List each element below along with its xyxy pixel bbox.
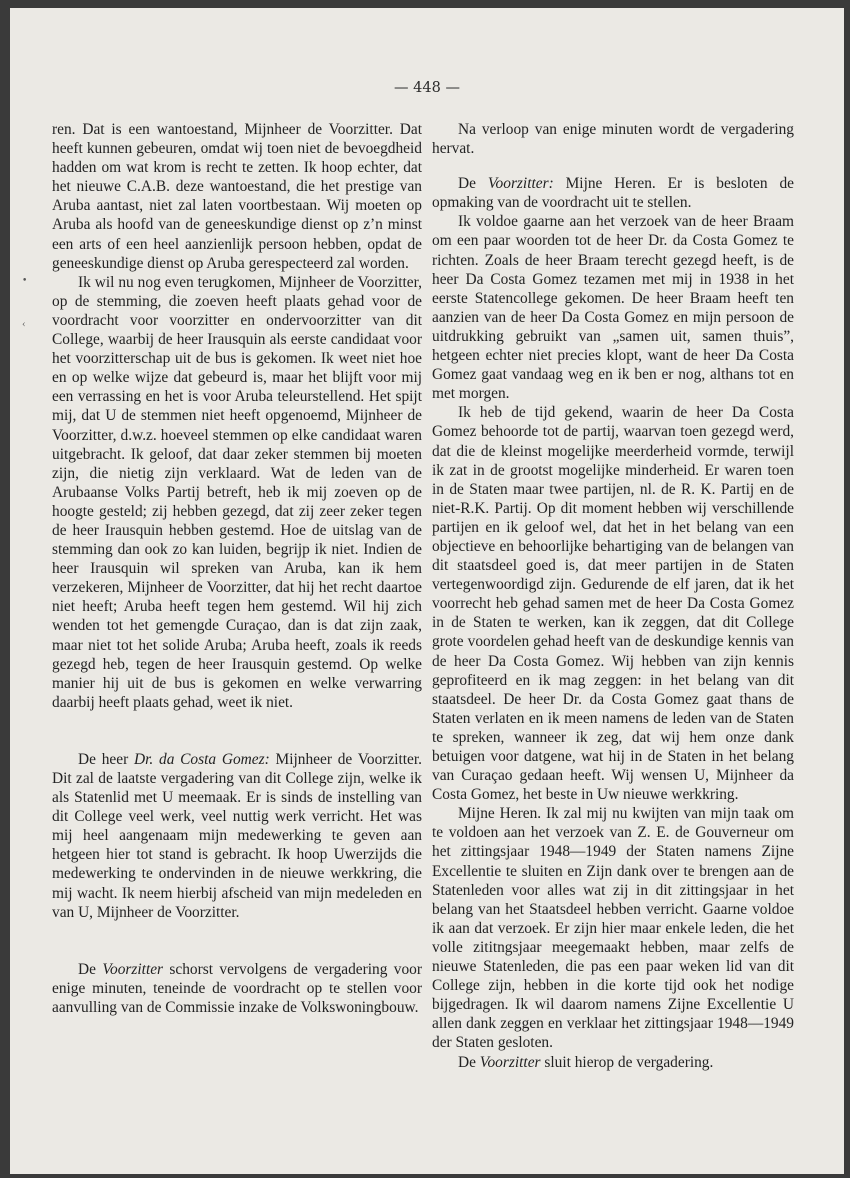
paragraph: Ik wil nu nog even terugkomen, Mijnheer de Voorzitter, op de stemming, die zoeven heeft plaats gehad voor de voordracht voor voorzitter en ondervoorzitter van dit College, waarbij de heer Irausquin als eerste candidaat voor het voorzitterschap uit de bus is gekomen. Ik weet niet hoe en op welke wijze dat gebeurd is, maar het blijft voor mij een verrassing en het is voor Aruba teleurstellend. Het spijt mij, dat U de stemmen niet heeft opgenoemd, Mijnheer de Voorzitter, d.w.z. hoeveel stemmen op elke candidaat waren uitgebracht. Ik geloof, dat daar zeker stemmen bij moeten zijn, die nietig zijn verklaard. Wat de leden van de Arubaanse Volks Partij betreft, heb ik mij zoeven op de hoogte gesteld; zij hebben gezegd, dat zij zeer zeker tegen de heer Irausquin hebben gestemd. Hoe de uitslag van de stemming dan ook zo kan luiden, begrijp ik niet. Indien de heer Irausquin wil spreken van Aruba, kan ik hem verzekeren, Mijnheer de Voorzitter, dat hij het recht daartoe niet heeft; Aruba heeft tegen hem gestemd. Wil hij zich wenden tot het gemengde Curaçao, dan is dat zijn zaak, maar niet tot het solide Aruba; Aruba heeft, zoals ik reeds gezegd heb, tegen de heer Irausquin gestemd. Op welke manier hij uit de bus is gekomen en welke verwarring daarbij heeft plaats gehad, weet ik niet. [52, 273, 422, 711]
page-number: — 448 — [394, 80, 460, 96]
speaker-text: Mijnheer de Voorzitter. Dit zal de laatste vergadering van dit College zijn, welke ik als Statenlid met U meemaak. Er is sinds de instelling van dit College veel werk, veel nuttig werk verricht. Het was mij heel aangenaam mijn medewerking te geven aan hetgeen hier tot stand is gebracht. Ik hoop Uwerzijds die medewerking te ondervinden in de nieuwe werkkring, die mij wacht. Ik neem hierbij afscheid van mijn medeleden en van U, Mijnheer de Voorzitter. [52, 750, 422, 921]
paragraph: Na verloop van enige minuten wordt de vergadering hervat. [432, 121, 794, 158]
speaker-paragraph [432, 1053, 794, 1072]
speaker-text: Mijne Heren. Er is besloten de opmaking van de voordracht uit te stellen. [432, 175, 794, 212]
speaker-text: sluit hierop de vergadering. [540, 1053, 714, 1071]
speaker-text: schorst vervolgens de vergadering voor enige minuten, teneinde de voordracht op te stellen voor aanvulling van de Commissie inzake de Volkswoningbouw. [52, 960, 423, 1016]
speaker-prefix: De heer [78, 750, 134, 768]
speaker-prefix: De [458, 175, 488, 193]
speaker-prefix: De [78, 960, 103, 978]
speaker-paragraph [52, 750, 422, 922]
paragraph: Ik voldoe gaarne aan het verzoek van de heer Braam om een paar woorden tot de heer Dr. da Costa Gomez te richten. Zoals de heer Braam terecht gezegd heeft, is de heer Da Costa Gomez tezamen met mij in 1938 in het eerste Statencollege gekomen. De heer Braam heeft ten aanzien van de heer Da Costa Gomez en mijn persoon de uitdrukking gebruikt van „samen uit, samen thuis”, hetgeen echter niet precies klopt, want de heer Da Costa Gomez gaat vandaag weg en ik ben er nog, althans tot en met morgen. [432, 213, 794, 403]
speaker-name: Voorzitter [479, 1053, 541, 1071]
paragraph: ren. Dat is een wantoestand, Mijnheer de Voorzitter. Dat heeft kunnen gebeuren, omdat wij toen niet de bevoegdheid hadden om wat krom is recht te zetten. Ik hoop echter, dat het nieuwe C.A.B. deze wantoestand, die het prestige van Aruba aantast, niet zal laten voortbestaan. Wij moeten op Aruba als hoofd van de geneeskundige dienst op z’n minst een arts of een heel aanzienlijk persoon hebben, opdat de geneeskundige dienst op Aruba gerespecteerd zal worden. [52, 121, 422, 272]
speaker-paragraph [432, 174, 794, 212]
document-page [10, 8, 844, 1174]
speaker-name: Voorzitter: [487, 175, 554, 193]
speaker-paragraph [52, 960, 422, 1017]
speaker-name: Dr. da Costa Gomez: [133, 750, 270, 768]
speaker-name: Voorzitter [102, 960, 164, 978]
paragraph: Mijne Heren. Ik zal mij nu kwijten van mijn taak om te voldoen aan het verzoek van Z. E. de Gouverneur om het zittingsjaar 1948—1949 der Staten namens Zijne Excellentie te sluiten en Zijn dank over te brengen aan de Statenleden voor alles wat zij in dit zittingsjaar in het belang van het Staatsdeel hebben verricht. Gaarne voldoe ik aan dat verzoek. Er zijn hier maar enkele leden, die het volle zititngsjaar meegemaakt hebben, maar zelfs de nieuwe Statenleden, die pas een paar weken lid van dit College zijn, hebben in die korte tijd ook het nodige bijgedragen. Ik wil daarom namens Zijne Excellentie U allen dank zeggen en verklaar het zittingsjaar 1948—1949 der Staten gesloten. [432, 805, 794, 1052]
margin-mark: ‹ [22, 320, 26, 330]
right-column [432, 120, 794, 1072]
margin-mark: • [22, 276, 28, 286]
speaker-prefix: De [458, 1053, 480, 1071]
paragraph: Ik heb de tijd gekend, waarin de heer Da Costa Gomez behoorde tot de partij, waarvan toen gezegd werd, dat die de kleinst mogelijke meerderheid vormde, terwijl ik zat in de grootst mogelijke minderheid. Er waren toen in de Staten maar twee partijen, nl. de R. K. Partij en de niet-R.K. Partij. Op dit moment hebben wij verschillende partijen en ik geloof wel, dat het in het belang van een objectieve en behoorlijke behartiging van de belangen van dit staatsdeel goed is, dat meer partijen in de Staten vertegenwoordigd zijn. Gedurende de elf jaren, dat ik het voorrecht heb gehad samen met de heer Da Costa Gomez in de Staten te werken, kan ik zeggen, dat dit College grote voordelen gehad heeft van de deskundige kennis van de heer Da Costa Gomez. Wij hebben van zijn kennis geprofiteerd en ik mag zeggen: in het belang van dit staatsdeel. De heer Dr. da Costa Gomez gaat thans de Staten verlaten en ik meen namens de leden van de Staten te spreken, wanneer ik zeg, dat wij hem onze dank betuigen voor datgene, wat hij in de Staten in het belang van Curaçao gedaan heeft. Wij wensen U, Mijnheer da Costa Gomez, het beste in Uw nieuwe werkkring. [432, 404, 794, 804]
left-column [52, 120, 422, 1017]
